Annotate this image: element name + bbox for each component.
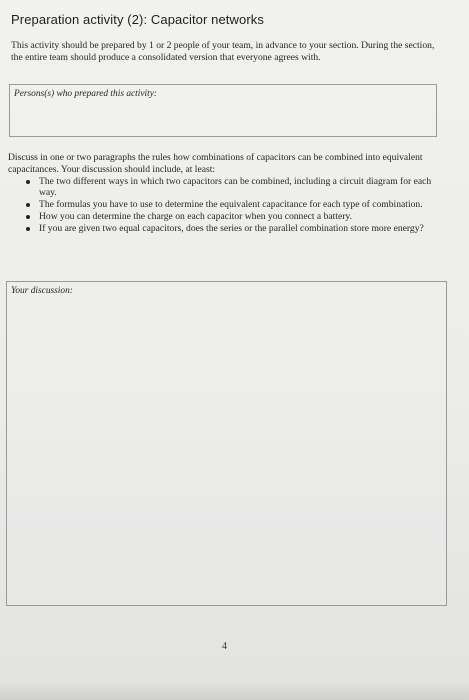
persons-box[interactable] [9, 84, 437, 137]
list-item [8, 199, 448, 211]
discussion-box[interactable] [6, 281, 447, 606]
list-item [8, 223, 448, 235]
page-bottom-shadow [0, 682, 469, 700]
bullet-icon [26, 227, 30, 231]
discussion-label: Your discussion: [11, 286, 73, 296]
requirements-list [8, 176, 448, 235]
bullet-icon [26, 180, 30, 184]
list-item-text: The two different ways in which two capacitors can be combined, including a circuit diagram for each way. [39, 175, 432, 199]
discussion-intro-text: Discuss in one or two paragraphs the rules how combinations of capacitors can be combined into equivalent capacitances. Your discussion should include, at least: [8, 152, 423, 175]
page-title: Preparation activity (2): Capacitor networks [11, 12, 264, 27]
list-item-text: The formulas you have to use to determine the equivalent capacitance for each type of combination. [39, 199, 423, 211]
persons-label: Persons(s) who prepared this activity: [14, 89, 158, 99]
discussion-instructions [8, 152, 448, 235]
page-number: 4 [222, 641, 227, 652]
list-item-text: If you are given two equal capacitors, does the series or the parallel combination store more energy? [39, 222, 424, 234]
list-item [8, 211, 448, 223]
bullet-icon [26, 203, 30, 207]
list-item [8, 176, 448, 200]
list-item-text: How you can determine the charge on each capacitor when you connect a battery. [39, 210, 352, 222]
bullet-icon [26, 215, 30, 219]
intro-paragraph: This activity should be prepared by 1 or 2 people of your team, in advance to your section. During the section, the entire team should produce a consolidated version that everyone agrees with. [11, 40, 435, 63]
